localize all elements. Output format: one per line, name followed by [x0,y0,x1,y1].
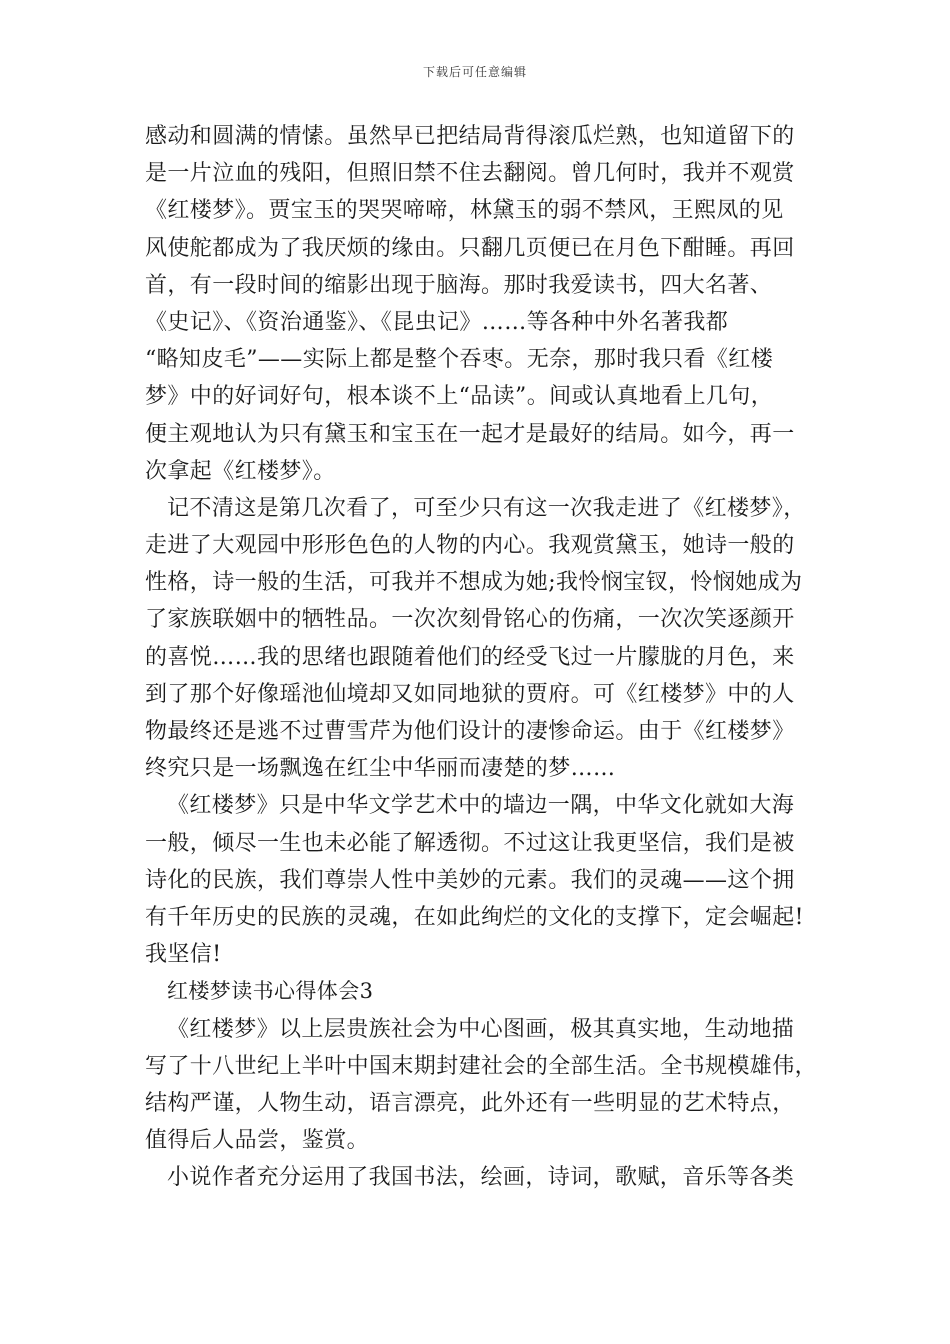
text-line: 值得后人品尝，鉴赏。 [145,1128,370,1154]
text-line: 有千年历史的民族的灵魂，在如此绚烂的文化的支撑下，定会崛起! [145,904,804,930]
text-line: 物最终还是逃不过曹雪芹为他们设计的凄惨命运。由于《红楼梦》 [145,719,795,744]
text-line: 记不清这是第几次看了，可至少只有这一次我走进了《红楼梦》， [167,495,806,521]
document-body [145,118,825,1196]
text-line: 到了那个好像瑶池仙境却又如同地狱的贾府。可《红楼梦》中的人 [145,681,795,707]
section-heading: 红楼梦读书心得体会3 [167,979,374,1004]
text-line: 是一片泣血的残阳，但照旧禁不住去翻阅。曾几何时，我并不观赏 [145,161,795,187]
text-line: 结构严谨，人物生动，语言漂亮，此外还有一些明显的艺术特点， [145,1090,795,1116]
text-line: 的喜悦……我的思绪也跟随着他们的经受飞过一片朦胧的月色，来 [145,644,795,670]
text-line: 了家族联姻中的牺牲品。一次次刻骨铭心的伤痛，一次次笑逐颜开 [145,607,795,633]
text-line: 诗化的民族，我们尊崇人性中美妙的元素。我们的灵魂——这个拥 [145,867,795,893]
text-line: 首，有一段时间的缩影出现于脑海。那时我爱读书，四大名著、 [145,272,773,298]
text-line: 《史记》、《资治通鉴》、《昆虫记》……等各种中外名著我都 [145,309,729,335]
text-line: 终究只是一场飘逸在红尘中华丽而凄楚的梦…… [145,756,616,782]
text-line: 《红楼梦》。贾宝玉的哭哭啼啼，林黛玉的弱不禁风，王熙凤的见 [145,198,784,224]
text-line: 次拿起《红楼梦》。 [145,458,336,484]
text-line: 我坚信! [145,942,222,968]
text-line: 小说作者充分运用了我国书法，绘画，诗词，歌赋，音乐等各类 [167,1165,795,1191]
text-line: 梦》中的好词好句，根本谈不上“品读”。间或认真地看上几句， [145,384,774,410]
text-line: 走进了大观园中形形色色的人物的内心。我观赏黛玉，她诗一般的 [145,533,795,559]
text-line: 风使舵都成为了我厌烦的缘由。只翻几页便已在月色下酣睡。再回 [145,235,795,261]
page-header-note: 下载后可任意编辑 [422,65,527,79]
text-line: 写了十八世纪上半叶中国末期封建社会的全部生活。全书规模雄伟， [145,1053,818,1079]
text-line: 《红楼梦》只是中华文学艺术中的墙边一隅，中华文化就如大海 [167,793,795,819]
text-line: 《红楼梦》以上层贵族社会为中心图画，极其真实地，生动地描 [167,1016,795,1042]
text-line: 感动和圆满的情愫。虽然早已把结局背得滚瓜烂熟，也知道留下的 [145,124,795,149]
text-line: 便主观地认为只有黛玉和宝玉在一起才是最好的结局。如今，再一 [145,421,795,447]
text-line: “略知皮毛”——实际上都是整个吞枣。无奈，那时我只看《红楼 [145,347,774,373]
text-line: 一般，倾尽一生也未必能了解透彻。不过这让我更坚信，我们是被 [145,830,795,856]
text-line: 性格，诗一般的生活，可我并不想成为她;我怜悯宝钗，怜悯她成为 [145,570,803,596]
